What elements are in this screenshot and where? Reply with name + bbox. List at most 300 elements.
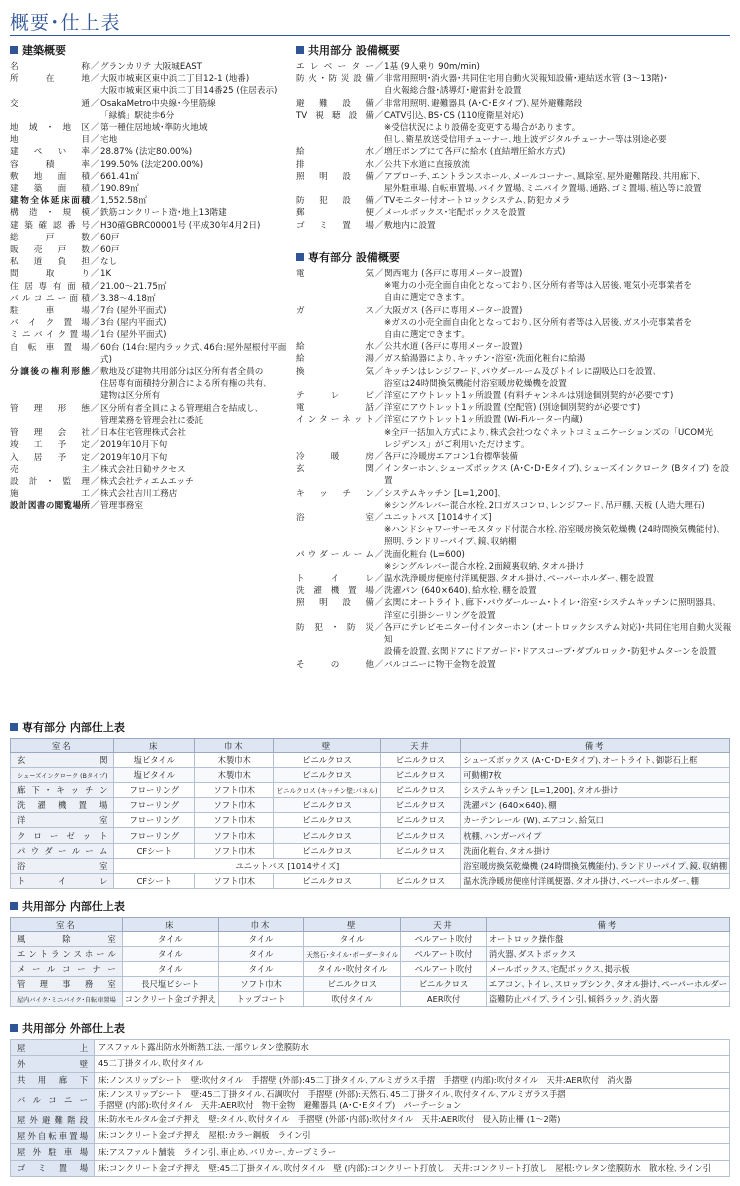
table-cell: ビニルクロス (274, 873, 380, 888)
note-cell: メールボックス､宅配ボックス､掲示板 (486, 962, 729, 977)
common-finish-table (10, 917, 730, 1007)
separator: ／ (374, 159, 384, 170)
table-cell: ビニルクロス (274, 843, 380, 858)
separator: ／ (90, 501, 100, 512)
room-name: エントランスホール (11, 947, 123, 962)
separator: ／ (90, 98, 100, 109)
item-label: 総戸数 (10, 232, 90, 243)
note-cell: 消火器､ダストボックス (486, 947, 729, 962)
list-item (10, 159, 290, 171)
table-cell: フローリング (114, 828, 195, 843)
separator: ／ (374, 549, 384, 560)
separator: ／ (90, 196, 100, 207)
row-label: 屋外自転車置場 (11, 1128, 95, 1144)
common-equipment-section (296, 42, 736, 232)
row-label: 共用廊下 (11, 1072, 95, 1088)
table-cell: ソフト巾木 (218, 977, 303, 992)
row-label: ゴミ置場 (11, 1160, 95, 1176)
table-cell: ビニルクロス (380, 753, 461, 768)
table-cell: 吹付タイル (304, 992, 401, 1007)
item-label: 名称 (10, 62, 90, 72)
table-row (11, 1111, 730, 1127)
item-value: 公共水道 (各戸に専用メーター設置) (384, 342, 523, 353)
list-item (296, 512, 736, 549)
column-header: 床 (114, 739, 195, 753)
column-header: 壁 (274, 739, 380, 753)
table-cell: ビニルクロス (380, 768, 461, 783)
item-value: CATV引込､BS･CS (110度衛星対応) ※受信状況により設備を変更する場合があります｡ 但し､衛星放送受信用チューナー､地上波デジタルチューナー等は別途必要 (384, 110, 667, 146)
table-cell: AER吹付 (401, 992, 487, 1007)
separator: ／ (374, 391, 384, 402)
separator: ／ (90, 367, 100, 378)
common-finish-section (10, 898, 730, 1007)
item-value: グランカリテ 大阪城EAST (100, 62, 202, 72)
section-heading: 共用部分 設備概要 (296, 42, 736, 58)
list-item (296, 305, 736, 342)
separator: ／ (374, 622, 384, 633)
separator: ／ (90, 245, 100, 256)
item-value: 1K (100, 269, 112, 280)
item-label: 地域･地区 (10, 123, 90, 134)
note-cell: システムキッチン [L=1,200]､タオル掛け (461, 783, 730, 798)
separator: ／ (374, 513, 384, 524)
separator: ／ (90, 147, 100, 158)
list-item (296, 61, 736, 73)
item-label: 冷暖房 (296, 452, 374, 463)
list-item (10, 256, 290, 268)
separator: ／ (90, 135, 100, 146)
section-heading: 建築概要 (10, 42, 290, 58)
table-row (11, 977, 730, 992)
page-title: 概要･仕上表 (10, 12, 121, 34)
item-label: トイレ (296, 574, 374, 585)
table-cell: ビニルクロス (304, 977, 401, 992)
item-value: 洗濯パン (640×640)､給水栓､棚を設置 (384, 586, 537, 597)
list-item (296, 171, 736, 195)
note-cell: 枕棚､ハンガーパイプ (461, 828, 730, 843)
common-equipment-list (296, 61, 736, 232)
table-cell: ビニルクロス (380, 873, 461, 888)
table-cell: タイル (122, 932, 218, 947)
item-label: 交通 (10, 98, 90, 109)
note-cell: カーテンレール (W)､エアコン､給気口 (461, 813, 730, 828)
list-item (10, 281, 290, 293)
list-item (296, 73, 736, 97)
list-item (10, 342, 290, 366)
list-item (10, 439, 290, 451)
section-heading: 共用部分 内部仕上表 (10, 898, 730, 914)
list-item (10, 73, 290, 97)
item-value: ガス給湯器により､キッチン･浴室･洗面化粧台に給湯 (384, 354, 586, 365)
item-label: 設計･監理 (10, 476, 90, 487)
item-label: 洗濯機置場 (296, 586, 374, 597)
item-value: 2019年10月下旬 (100, 452, 168, 463)
item-value: システムキッチン [L=1,200]､ ※シングルレバー混合水栓､2口ガスコンロ､レンジフード､吊戸棚､天板 (人造大理石) (384, 488, 705, 511)
item-label: 施工 (10, 489, 90, 500)
item-label: 管理形態 (10, 403, 90, 414)
note-cell: 可動棚7枚 (461, 768, 730, 783)
list-item (296, 207, 736, 219)
item-value: 60台 (14台:屋内ラック式､46台:屋外屋根付平面式) (100, 342, 287, 365)
table-row (11, 962, 730, 977)
separator: ／ (374, 366, 384, 377)
table-cell: CFシート (114, 873, 195, 888)
separator: ／ (90, 74, 100, 85)
separator: ／ (90, 464, 100, 475)
item-label: 住居専有面積 (10, 281, 90, 292)
item-label: 避難設備 (296, 98, 374, 109)
separator: ／ (90, 476, 100, 487)
row-label: 屋上 (11, 1040, 95, 1056)
column-header: 巾木 (195, 739, 274, 753)
item-value: 21.00～21.75㎡ (100, 281, 167, 292)
table-cell: ペルアート吹付 (401, 947, 487, 962)
list-item (10, 244, 290, 256)
separator: ／ (374, 171, 384, 182)
separator: ／ (90, 123, 100, 134)
item-value: インターホン､シューズボックス (A･C･D･Eタイプ)､シューズインクローク (Bタイプ) を設置 (384, 464, 730, 487)
room-name: シューズインクローク (Bタイプ) (11, 768, 114, 783)
item-label: 建物全体延床面積 (10, 196, 90, 207)
item-label: 防犯･防災 (296, 622, 374, 633)
table-cell: ペルアート吹付 (401, 932, 487, 947)
square-bullet-icon (296, 253, 304, 261)
item-value: 株式会社日勧サクセス (100, 464, 186, 475)
square-bullet-icon (10, 723, 18, 731)
separator: ／ (374, 269, 384, 279)
separator: ／ (374, 659, 384, 670)
table-cell: タイル (218, 962, 303, 977)
item-value: 洋室にアウトレット1ヶ所設置 (Wi-Fiルーター内蔵) ※全戸一括加入方式により､株式会社つなぐネットコミュニケーションズの「UCOM光 レジデンス」がご利用いただけます｡ (384, 415, 714, 450)
private-finish-section (10, 719, 730, 889)
table-row (11, 1056, 730, 1072)
table-cell: タイル (122, 962, 218, 977)
list-item (296, 573, 736, 585)
item-value: H30確GBRC00001号 (平成30年4月2日) (100, 220, 261, 231)
separator: ／ (90, 232, 100, 243)
table-row (11, 947, 730, 962)
row-label: 屋外駐車場 (11, 1144, 95, 1160)
item-value: 管理事務室 (100, 501, 143, 512)
list-item (10, 366, 290, 403)
list-item (10, 488, 290, 500)
item-value: 洗面化粧台 (L=600) ※シングルレバー混合水栓､2面鏡裏収納､タオル掛け (384, 549, 585, 572)
item-label: 照明設備 (296, 598, 374, 609)
table-cell: ビニルクロス (380, 813, 461, 828)
item-label: 入居予定 (10, 452, 90, 463)
table-cell: ビニルクロス (274, 813, 380, 828)
table-cell: ビニルクロス (274, 798, 380, 813)
list-item (296, 402, 736, 414)
item-label: バルコニー面積 (10, 293, 90, 304)
list-item (296, 159, 736, 171)
item-value: なし (100, 257, 118, 268)
note-cell: 洗面化粧台､タオル掛け (461, 843, 730, 858)
item-label: 換気 (296, 366, 374, 377)
list-item (10, 403, 290, 427)
item-value: TVモニター付オートロックシステム､防犯カメラ (384, 196, 571, 207)
separator: ／ (374, 574, 384, 585)
note-cell: シューズボックス (A･C･D･Eタイプ)､オートライト､御影石上框 (461, 753, 730, 768)
table-cell: タイル･吹付タイル (304, 962, 401, 977)
list-item (10, 427, 290, 439)
room-name: 廊下･キッチン (11, 783, 114, 798)
table-cell: 木製巾木 (195, 753, 274, 768)
room-name: 洗濯機置場 (11, 798, 114, 813)
item-value: OsakaMetro中央線･今里筋線 「緑橋」駅徒歩6分 (100, 98, 216, 121)
room-name: 浴室 (11, 858, 114, 873)
list-item (10, 207, 290, 219)
item-value: 関西電力 (各戸に専用メーター設置) ※電力の小売全面自由化となっており､区分所有者等は入居後､電気小売事業者を 自由に選定できます｡ (384, 269, 692, 304)
item-label: ガス (296, 305, 374, 316)
row-value: 床:コンクリート金ゴテ押え 屋根:カラー鋼板 ライン引 (95, 1128, 730, 1144)
table-cell: ビニルクロス (キッチン壁:パネル) (274, 783, 380, 798)
item-value: 玄関にオートライト､廊下･パウダールーム･トイレ･浴室･システムキッチンに照明器具､ 洋室に引掛シーリングを設置 (384, 598, 717, 621)
item-value: アプローチ､エントランスホール､メールコーナー､風除室､屋外避難階段､共用廊下､ 屋外駐車場､自転車置場､バイク置場､ミニバイク置場､通路､ゴミ置場､植込等に設置 (384, 171, 702, 195)
table-cell: CFシート (114, 843, 195, 858)
list-item (296, 195, 736, 207)
section-heading: 専有部分 内部仕上表 (10, 719, 730, 735)
table-cell: ソフト巾木 (195, 843, 274, 858)
item-label: 防火･防災設備 (296, 74, 374, 85)
common-exterior-table (10, 1039, 730, 1177)
separator: ／ (374, 110, 384, 121)
column-header: 室名 (11, 918, 123, 932)
list-item (10, 171, 290, 183)
item-value: 661.41㎡ (100, 171, 139, 182)
item-label: 給水 (296, 147, 374, 158)
item-value: 増圧ポンプにて各戸に給水 (直結増圧給水方式) (384, 147, 566, 158)
table-cell: タイル (218, 932, 303, 947)
list-item (296, 488, 736, 512)
separator: ／ (374, 98, 384, 109)
item-value: 各戸に冷暖房エアコン1台標準装備 (384, 452, 518, 463)
item-label: その他 (296, 659, 374, 670)
list-item (10, 452, 290, 464)
column-header: 壁 (304, 918, 401, 932)
section-heading: 共用部分 外部仕上表 (10, 1020, 730, 1036)
item-label: 地目 (10, 135, 90, 146)
item-value: 敷地内に設置 (384, 220, 436, 231)
separator: ／ (374, 488, 384, 499)
row-value: 床:ノンスリップシート 壁:吹付タイル 手摺壁 (外部):45二丁掛タイル､アルミガラス手摺 手摺壁 (内部):吹付タイル 天井:AER吹付 消火器 (95, 1072, 730, 1088)
column-header: 備考 (486, 918, 729, 932)
list-item (10, 220, 290, 232)
list-item (10, 232, 290, 244)
item-label: エレベーター (296, 62, 374, 72)
item-label: 自転車置場 (10, 342, 90, 353)
room-name: 管理事務室 (11, 977, 123, 992)
table-row (11, 843, 730, 858)
table-cell: ペルアート吹付 (401, 962, 487, 977)
room-name: 風除室 (11, 932, 123, 947)
table-row (11, 1040, 730, 1056)
private-equipment-list (296, 268, 736, 671)
item-value: 190.89㎡ (100, 184, 139, 195)
item-label: 浴室 (296, 513, 374, 524)
item-value: 大阪市城東区東中浜二丁目12-1 (地番) 大阪市城東区東中浜二丁目14番25 (住居表示) (100, 74, 278, 97)
item-label: ゴミ置場 (296, 220, 374, 231)
list-item (296, 659, 736, 671)
item-value: 各戸にテレビモニター付インターホン (オートロックシステム対応)･共同住宅用自動火災報知 設備を設置､玄関ドアにドアガード･ドアスコープ･ダブルロック･防犯サムターンを設置 (384, 622, 732, 658)
table-cell: ソフト巾木 (195, 798, 274, 813)
separator: ／ (374, 464, 384, 475)
table-cell: コンクリート金ゴテ押え (122, 992, 218, 1007)
list-item (296, 110, 736, 147)
item-label: 照明設備 (296, 171, 374, 182)
item-value: 日本住宅管理株式会社 (100, 428, 186, 439)
separator: ／ (374, 403, 384, 414)
separator: ／ (90, 318, 100, 329)
table-cell: ソフト巾木 (195, 813, 274, 828)
note-cell: 浴室暖房換気乾燥機 (24時間換気機能付)､ランドリーパイプ､鏡､収納棚 (461, 858, 730, 873)
item-value: 199.50% (法定200.00%) (100, 159, 204, 170)
item-label: 販売戸数 (10, 245, 90, 256)
separator: ／ (90, 281, 100, 292)
list-item (10, 305, 290, 317)
table-row (11, 783, 730, 798)
table-row (11, 873, 730, 888)
room-name: 洋室 (11, 813, 114, 828)
table-row (11, 992, 730, 1007)
table-row (11, 753, 730, 768)
table-cell: トップコート (218, 992, 303, 1007)
list-item (10, 146, 290, 158)
merged-cell: ユニットバス [1014サイズ] (114, 858, 461, 873)
building-overview-section (10, 42, 290, 513)
item-label: 構造･規模 (10, 208, 90, 219)
list-item (296, 390, 736, 402)
column-header: 備考 (461, 739, 730, 753)
row-value: 床:防水モルタル金ゴテ押え 壁:タイル､吹付タイル 手摺壁 (外部･内部):吹付タイル 天井:AER吹付 侵入防止柵 (1～2階) (95, 1111, 730, 1127)
item-value: 1,552.58㎡ (100, 196, 147, 207)
list-item (296, 451, 736, 463)
item-value: 非常用照明､避難器具 (A･C･Eタイプ)､屋外避難階段 (384, 98, 583, 109)
item-label: 管理会社 (10, 428, 90, 439)
list-item (10, 293, 290, 305)
item-label: テレビ (296, 391, 374, 402)
separator: ／ (374, 354, 384, 365)
item-value: 3.38～4.18㎡ (100, 293, 156, 304)
item-value: 第一種住居地域･準防火地域 (100, 123, 208, 134)
item-value: 7台 (屋外平面式) (100, 306, 167, 317)
item-value: 60戸 (100, 245, 120, 256)
room-name: パウダールーム (11, 843, 114, 858)
square-bullet-icon (10, 902, 18, 910)
separator: ／ (374, 147, 384, 158)
item-value: 1基 (9人乗り 90m/min) (384, 62, 480, 72)
list-item (10, 500, 290, 512)
row-value: 床:ノンスリップシート 壁:45二丁掛タイル､石調吹付 手摺壁 (外部):天然石､45二丁掛タイル､吹付タイル､アルミガラス手摺 手摺壁 (内部):吹付タイル 天井:AER吹付 物干金物 避難器具 (A･C･Eタイプ) パーテーション (95, 1088, 730, 1111)
separator: ／ (90, 269, 100, 280)
item-value: 温水洗浄暖房便座付洋風便器､タオル掛け､ペーパーホルダー､棚を設置 (384, 574, 654, 585)
table-cell: ソフト巾木 (195, 873, 274, 888)
item-label: 設計図書の閲覧場所 (10, 501, 90, 512)
list-item (296, 549, 736, 573)
list-item (10, 464, 290, 476)
item-label: 駐車場 (10, 306, 90, 317)
list-item (10, 98, 290, 122)
column-header: 床 (122, 918, 218, 932)
item-label: キッチン (296, 488, 374, 499)
room-name: 屋内バイク･ミニバイク･自転車置場 (11, 992, 123, 1007)
room-name: 玄関 (11, 753, 114, 768)
item-value: 1台 (屋外平面式) (100, 330, 167, 341)
list-item (10, 183, 290, 195)
table-cell: ビニルクロス (274, 768, 380, 783)
list-item (296, 585, 736, 597)
table-cell: ソフト巾木 (195, 828, 274, 843)
room-name: トイレ (11, 873, 114, 888)
row-label: 外壁 (11, 1056, 95, 1072)
list-item (296, 597, 736, 621)
table-cell: ビニルクロス (380, 828, 461, 843)
item-value: 3台 (屋内平面式) (100, 318, 167, 329)
separator: ／ (90, 293, 100, 304)
item-label: 給水 (296, 342, 374, 353)
row-label: 屋外避難階段 (11, 1111, 95, 1127)
item-label: パウダールーム (296, 549, 374, 560)
item-value: キッチンはレンジフード､パウダールーム及びトイレに副吸込口を設置､ 浴室は24時間換気機能付浴室暖房乾燥機を設置 (384, 366, 658, 389)
item-value: 公共下水道に直接放流 (384, 159, 470, 170)
note-cell: 盗難防止パイプ､ライン引､傾斜ラック､消火器 (486, 992, 729, 1007)
list-item (296, 353, 736, 365)
item-value: バルコニーに物干金物を設置 (384, 659, 496, 670)
separator: ／ (90, 220, 100, 231)
square-bullet-icon (10, 1024, 18, 1032)
item-value: 敷地及び建物共用部分は区分所有者全員の 住居専有面積持分割合による所有権の共有､ 建物は区分所有 (100, 367, 268, 402)
note-cell: エアコン､トイレ､スロップシンク､タオル掛け､ペーパーホルダー (486, 977, 729, 992)
item-label: 私道負担 (10, 257, 90, 268)
table-row (11, 1160, 730, 1176)
item-label: 排水 (296, 159, 374, 170)
table-cell: 塩ビタイル (114, 753, 195, 768)
item-label: 電気 (296, 269, 374, 279)
table-row (11, 858, 730, 873)
note-cell: 洗濯パン (640×640)､棚 (461, 798, 730, 813)
item-value: 洋室にアウトレット1ヶ所設置 (有料チャンネルは別途個別契約が必要です) (384, 391, 674, 402)
separator: ／ (374, 305, 384, 316)
separator: ／ (374, 196, 384, 207)
separator: ／ (374, 598, 384, 609)
item-label: 玄関 (296, 464, 374, 475)
list-item (296, 341, 736, 353)
separator: ／ (90, 62, 100, 72)
table-row (11, 1072, 730, 1088)
table-cell: ソフト巾木 (195, 783, 274, 798)
item-label: 郵便 (296, 208, 374, 219)
overview-list (10, 61, 290, 513)
list-item (296, 98, 736, 110)
item-label: 建ぺい率 (10, 147, 90, 158)
list-item (296, 414, 736, 451)
table-cell: 長尺塩ビシート (122, 977, 218, 992)
item-value: 株式会社吉川工務店 (100, 489, 178, 500)
column-header: 室名 (11, 739, 114, 753)
item-value: 鉄筋コンクリート造･地上13階建 (100, 208, 227, 219)
separator: ／ (90, 159, 100, 170)
private-finish-table (10, 738, 730, 889)
list-item (10, 329, 290, 341)
list-item (296, 463, 736, 487)
separator: ／ (374, 220, 384, 231)
item-value: 非常用照明･消火器･共同住宅用自動火災報知設備･連結送水管 (3～13階)･ 自火報総合盤･誘導灯･避雷針を設置 (384, 74, 668, 97)
separator: ／ (90, 440, 100, 451)
item-label: 給湯 (296, 354, 374, 365)
item-value: 2019年10月下旬 (100, 440, 168, 451)
item-value: 洋室にアウトレット1ヶ所設置 (空配管) (別途個別契約が必要です) (384, 403, 641, 414)
section-heading: 専有部分 設備概要 (296, 249, 736, 265)
